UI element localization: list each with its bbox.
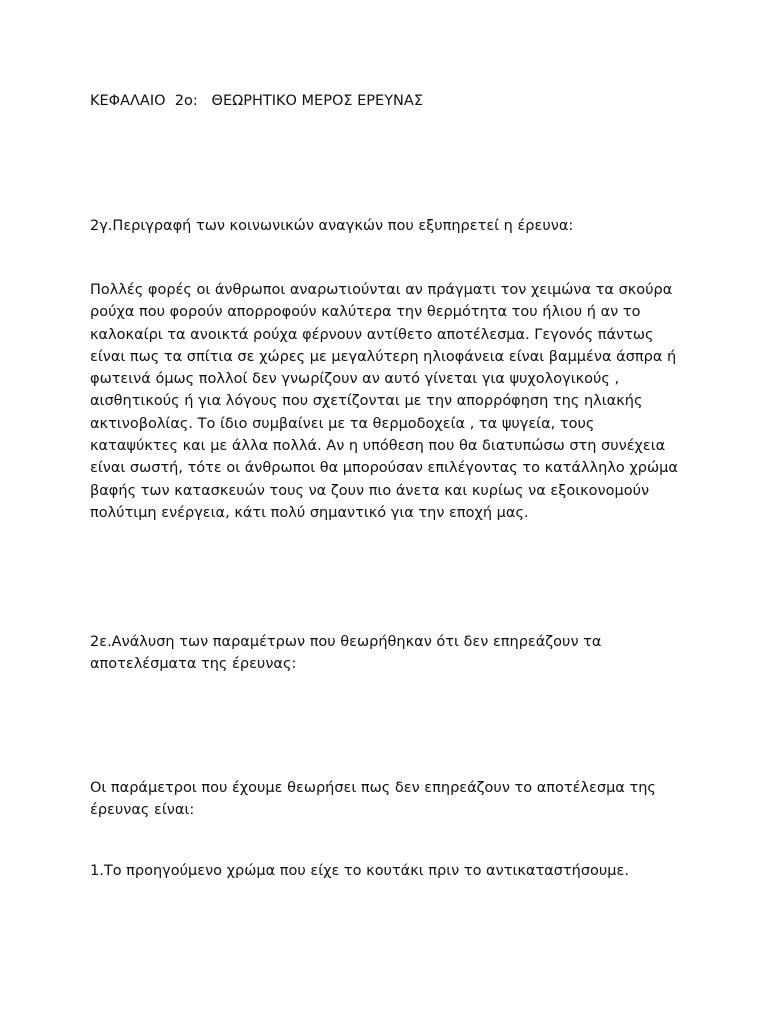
list-item: 1.Το προηγούμενο χρώμα που είχε το κουτάκι πριν το αντικαταστήσουμε. (90, 863, 629, 879)
section-paragraph-social-needs: Πολλές φορές οι άνθρωποι αναρωτιούνται αν πράγματι τον χειμώνα τα σκούρα ρούχα που φορούν απορροφούν καλύτερα την θερμότητα του ήλιου ή αν το καλοκαίρι τα ανοικτά ρούχα φέρνουν αντίθετο αποτέλεσμα. Γεγονός πάντως είναι πως τα σπίτια σε χώρες με μεγαλύτερη ηλιοφάνεια είναι βαμμένα άσπρα ή φωτεινά όμως πολλοί δεν γνωρίζουν αν αυτό γίνεται για ψυχολογικούς , αισθητικούς ή για λόγους που σχετίζονται με την απορρόφηση της ηλιακής ακτινοβολίας. Το ίδιο συμβαίνει με τα θερμοδοχεία , τα ψυγεία, τους καταψύκτες και με άλλα πολλά. Αν η υπόθεση που θα διατυπώσω στη συνέχεια είναι σωστή, τότε οι άνθρωποι θα μπορούσαν επιλέγοντας το κατάλληλο χρώμα βαφής των κατασκευών τους να ζουν πιο άνετα και κυρίως να εξοικονομούν πολύτιμη ενέργεια, κάτι πολύ σημαντικό για την εποχή μας. (90, 282, 678, 521)
section-heading-parameters: 2ε.Ανάλυση των παραμέτρων που θεωρήθηκαν ότι δεν επηρεάζουν τα αποτελέσματα της έρευνας: (90, 634, 602, 672)
chapter-title: ΚΕΦΑΛΑΙΟ 2ο: ΘΕΩΡΗΤΙΚΟ ΜΕΡΟΣ ΕΡΕΥΝΑΣ (90, 93, 423, 109)
section-paragraph-parameters: Οι παράμετροι που έχουμε θεωρήσει πως δεν επηρεάζουν το αποτέλεσμα της έρευνας είναι: (90, 780, 656, 818)
section-heading-social-needs: 2γ.Περιγραφή των κοινωνικών αναγκών που εξυπηρετεί η έρευνα: (90, 218, 574, 234)
